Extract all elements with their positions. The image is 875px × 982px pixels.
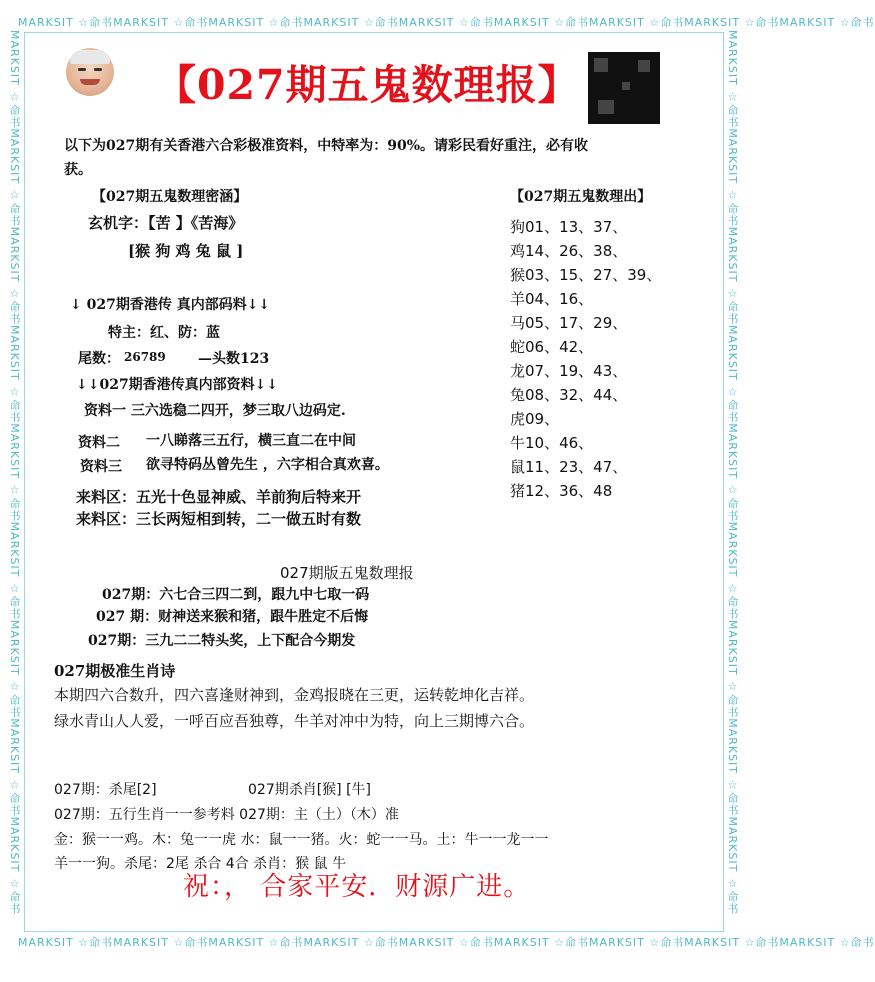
wuxing-detail-line: 金：猴一一鸡。木：兔一一虎 水：鼠一一猪。火：蛇一一马。土：牛一一龙一一: [54, 832, 549, 848]
watermark-border-left: MARKSIT ☆命书MARKSIT ☆命书MARKSIT ☆命书MARKSIT ☆命书MARKSIT ☆命书MARKSIT ☆命书MARKSIT ☆命书MARKSIT ☆命书MARKSIT ☆命书: [8, 30, 21, 915]
hk-header: ↓ 027期香港传 真内部码料↓↓: [70, 297, 271, 313]
version-line-2: 027 期：财神送来猴和猪，跟牛胜定不后悔: [96, 609, 369, 625]
list-item: 猪12、36、48: [510, 482, 613, 500]
list-item: 龙07、19、43、: [510, 362, 628, 380]
ziliao-3-text: 欲寻特码丛曾先生 ，六字相合真欢喜。: [146, 457, 389, 473]
intro-line-1: 以下为027期有关香港六合彩极准资料，中特率为：90%。请彩民看好重注，必有收: [64, 138, 589, 154]
watermark-border-bottom: MARKSIT ☆命书MARKSIT ☆命书MARKSIT ☆命书MARKSIT ☆命书MARKSIT ☆命书MARKSIT ☆命书MARKSIT ☆命书MARKSIT ☆命书MARKSIT ☆命书: [18, 936, 875, 949]
page-title: 【027期五鬼数理报】: [155, 61, 580, 109]
xuanji-line: 玄机字：【苦 】《苦海》: [88, 214, 244, 232]
shaxiao-line: 027期杀肖[猴] [牛]: [248, 782, 372, 798]
shawei-line: 027期：杀尾[2]: [54, 782, 157, 798]
list-item: 狗01、13、37、: [510, 218, 628, 236]
list-item: 鼠11、23、47、: [510, 458, 628, 476]
mystery-header: 【027期五鬼数理密涵】: [92, 189, 248, 205]
watermark-border-top: MARKSIT ☆命书MARKSIT ☆命书MARKSIT ☆命书MARKSIT ☆命书MARKSIT ☆命书MARKSIT ☆命书MARKSIT ☆命书MARKSIT ☆命书MARKSIT ☆命书: [18, 16, 875, 29]
sha-summary-line: 羊一一狗。杀尾：2尾 杀合 4合 杀肖：猴 鼠 牛: [54, 856, 347, 872]
ziliao-2-label: 资料二: [78, 435, 120, 451]
tezhu-line: 特主：红、防：蓝: [108, 325, 220, 341]
animals-box: [猴 狗 鸡 兔 鼠 ]: [128, 242, 244, 260]
poem-line-1: 本期四六合数升，四六喜逢财神到，金鸡报晓在三更，运转乾坤化吉祥。: [54, 686, 535, 704]
poem-line-2: 绿水青山人人爱，一呼百应吾独尊，牛羊对冲中为特，向上三期博六合。: [54, 712, 535, 730]
version-title: 027期版五鬼数理报: [280, 564, 414, 582]
qr-code-icon: [588, 52, 660, 124]
toushu-line: —头数123: [198, 351, 270, 367]
list-item: 羊04、16、: [510, 290, 594, 308]
weishu-label: 尾数：: [78, 351, 120, 367]
list-item: 蛇06、42、: [510, 338, 594, 356]
list-item: 牛10、46、: [510, 434, 594, 452]
intro-line-2: 获。: [64, 162, 92, 178]
version-line-3: 027期：三九二二特头奖，上下配合今期发: [88, 633, 356, 649]
avatar: [66, 48, 114, 96]
ziliao-3-label: 资料三: [80, 459, 122, 475]
list-item: 马05、17、29、: [510, 314, 628, 332]
hk-header-2: ↓↓027期香港传真内部资料↓↓: [76, 377, 279, 393]
wuxing-line: 027期：五行生肖一一参考料 027期：主（土）（木）准: [54, 807, 399, 823]
watermark-border-right: MARKSIT ☆命书MARKSIT ☆命书MARKSIT ☆命书MARKSIT ☆命书MARKSIT ☆命书MARKSIT ☆命书MARKSIT ☆命书MARKSIT ☆命书MARKSIT ☆命书: [726, 30, 739, 915]
list-item: 虎09、: [510, 410, 560, 428]
ziliao-2-text: 一八睇落三五行，横三直二在中间: [146, 433, 356, 449]
blessing: 祝：， 合家平安．财源广进。: [183, 872, 531, 902]
laiiao-2: 来料区：三长两短相到转，二一做五时有数: [76, 510, 362, 528]
list-item: 兔08、32、44、: [510, 386, 628, 404]
weishu-value: 26789: [124, 350, 166, 364]
laiiao-1: 来料区：五光十色显神威、羊前狗后特来开: [76, 488, 362, 506]
version-line-1: 027期：六七合三四二到，跟九中七取一码: [102, 587, 370, 603]
list-item: 鸡14、26、38、: [510, 242, 628, 260]
ziliao-1: 资料一 三六选稳二四开，梦三取八边码定.: [84, 403, 346, 419]
list-item: 猴03、15、27、39、: [510, 266, 662, 284]
number-list-header: 【027期五鬼数理出】: [510, 189, 652, 205]
poem-title: 027期极准生肖诗: [54, 662, 176, 680]
